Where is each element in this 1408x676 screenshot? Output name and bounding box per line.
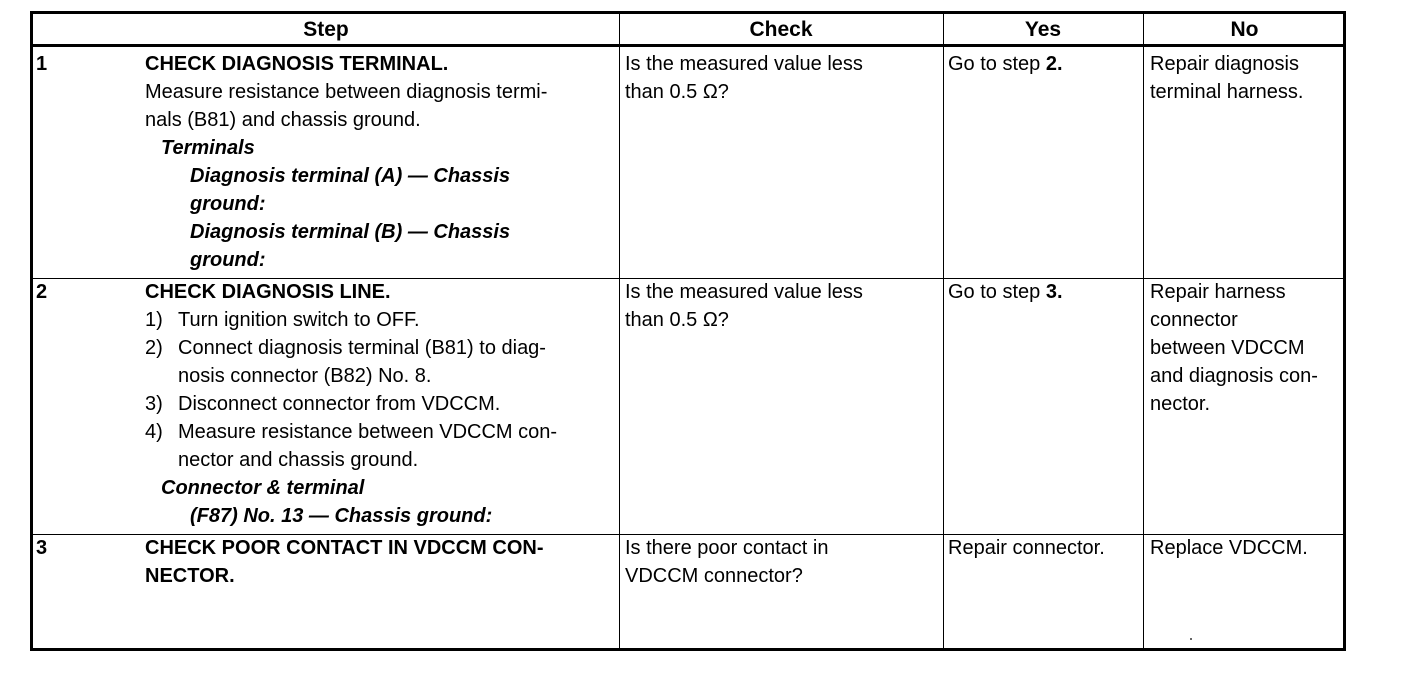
no-text	[1150, 50, 1344, 106]
item-text: Disconnect connector from VDCCM.	[178, 393, 501, 415]
no-line: connector	[1150, 309, 1238, 331]
terminal-spec: ground:	[190, 249, 266, 271]
procedure-item	[145, 306, 615, 334]
check-text	[625, 534, 939, 590]
check-line: than 0.5 Ω?	[625, 309, 729, 331]
yes-prefix: Go to step	[948, 53, 1046, 75]
no-line: and diagnosis con-	[1150, 365, 1318, 387]
item-number: 3)	[145, 393, 163, 415]
step-title: CHECK DIAGNOSIS TERMINAL.	[145, 53, 449, 75]
yes-text	[948, 50, 1140, 78]
terminal-spec: ground:	[190, 193, 266, 215]
item-number: 2)	[145, 337, 163, 359]
procedure-item	[145, 334, 615, 390]
check-line: Is there poor contact in	[625, 537, 829, 559]
check-line: than 0.5 Ω?	[625, 81, 729, 103]
yes-prefix: Go to step	[948, 281, 1046, 303]
step-title: CHECK DIAGNOSIS LINE.	[145, 281, 391, 303]
item-text: nosis connector (B82) No. 8.	[178, 365, 432, 387]
item-number: 1)	[145, 309, 163, 331]
step-number: 3	[36, 537, 48, 559]
terminal-spec: Diagnosis terminal (A) — Chassis	[190, 165, 511, 187]
yes-step-ref: 3.	[1045, 281, 1063, 303]
check-text	[625, 278, 939, 334]
check-text	[625, 50, 939, 106]
step-number: 1	[36, 53, 48, 75]
header-yes: Yes	[1024, 18, 1062, 41]
terminal-spec: Diagnosis terminal (B) — Chassis	[190, 221, 511, 243]
step-title: CHECK POOR CONTACT IN VDCCM CON-	[145, 537, 544, 559]
item-text: nector and chassis ground.	[178, 449, 419, 471]
check-line: VDCCM connector?	[625, 565, 803, 587]
no-line: between VDCCM	[1150, 337, 1305, 359]
no-line: Repair diagnosis	[1150, 53, 1299, 75]
item-text: Turn ignition switch to OFF.	[178, 309, 420, 331]
yes-step-ref: 2.	[1045, 53, 1063, 75]
procedure-item	[145, 418, 615, 474]
column-divider	[943, 14, 944, 648]
yes-text	[948, 278, 1140, 306]
connector-label: Connector & terminal	[161, 477, 365, 499]
item-text: Connect diagnosis terminal (B81) to diag-	[178, 337, 546, 359]
no-line: Repair harness	[1150, 281, 1286, 303]
no-text: Replace VDCCM.	[1150, 537, 1308, 559]
no-text	[1150, 278, 1344, 418]
scan-speck	[1190, 638, 1192, 640]
step-title: NECTOR.	[145, 565, 235, 587]
no-line: nector.	[1150, 393, 1211, 415]
yes-text: Repair connector.	[948, 537, 1105, 559]
procedure-item	[145, 390, 615, 418]
step-text: nals (B81) and chassis ground.	[145, 109, 421, 131]
header-no: No	[1230, 18, 1259, 41]
step-content	[145, 534, 615, 590]
header-check: Check	[749, 18, 813, 41]
no-line: terminal harness.	[1150, 81, 1304, 103]
column-divider	[1143, 14, 1144, 648]
step-content	[145, 278, 615, 530]
check-line: Is the measured value less	[625, 281, 863, 303]
header-step: Step	[303, 18, 349, 41]
item-number: 4)	[145, 421, 163, 443]
item-text: Measure resistance between VDCCM con-	[178, 421, 558, 443]
header-divider	[33, 44, 1343, 47]
terminals-label: Terminals	[161, 137, 255, 159]
step-text: Measure resistance between diagnosis termi-	[145, 81, 548, 103]
step-number: 2	[36, 281, 48, 303]
check-line: Is the measured value less	[625, 53, 863, 75]
terminal-spec: (F87) No. 13 — Chassis ground:	[190, 505, 493, 527]
diagnosis-table	[30, 11, 1346, 651]
column-divider	[619, 14, 620, 648]
step-content	[145, 50, 615, 274]
